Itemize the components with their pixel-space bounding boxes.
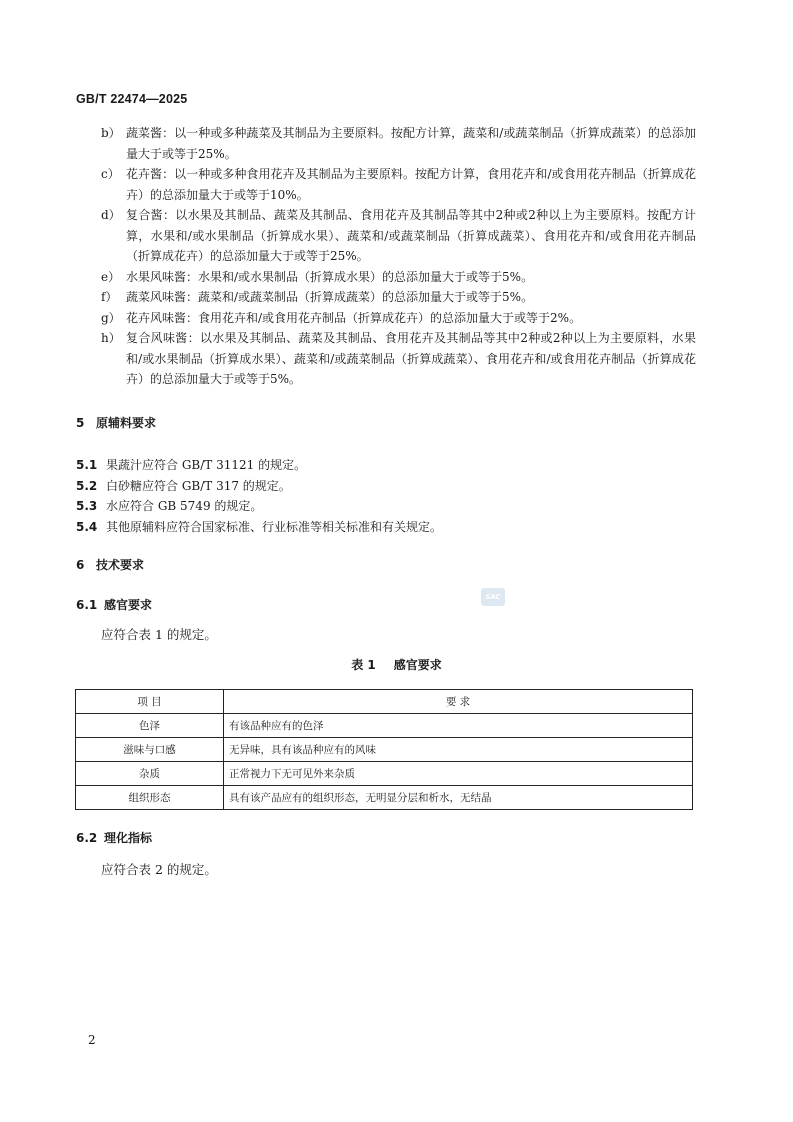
section-5-items — [76, 455, 442, 537]
table-header-cell: 项 目 — [76, 690, 224, 714]
clause-number: 5.4 — [76, 519, 98, 534]
list-text: 蔬菜风味酱：蔬菜和/或蔬菜制品（折算成蔬菜）的总添加量大于或等于5%。 — [126, 290, 534, 304]
section-5-heading — [76, 414, 156, 431]
section-number: 5 — [76, 416, 85, 430]
table-caption — [0, 656, 793, 673]
table-cell-item: 滋味与口感 — [76, 738, 224, 762]
clause-row — [76, 517, 442, 538]
clause-text: 白砂糖应符合 GB/T 317 的规定。 — [106, 478, 291, 493]
clause-row — [76, 496, 442, 517]
table-cell-item: 杂质 — [76, 762, 224, 786]
list-text: 蔬菜酱：以一种或多种蔬菜及其制品为主要原料。按配方计算，蔬菜和/或蔬菜制品（折算成蔬菜）的总添加量大于或等于25%。 — [126, 126, 696, 161]
clause-text: 果蔬汁应符合 GB/T 31121 的规定。 — [106, 458, 307, 472]
document-code: GB/T 22474—2025 — [76, 92, 188, 106]
list-marker: e） — [101, 269, 121, 284]
list-text: 花卉风味酱：食用花卉和/或食用花卉制品（折算成花卉）的总添加量大于或等于2%。 — [126, 310, 582, 325]
table-cell-item: 组织形态 — [76, 786, 224, 810]
category-list — [76, 123, 696, 390]
clause-number: 5.2 — [76, 478, 98, 493]
section-title: 感官要求 — [104, 598, 153, 612]
table-cell-requirement: 正常视力下无可见外来杂质 — [224, 762, 693, 786]
list-marker: b） — [101, 126, 121, 140]
list-text: 水果风味酱：水果和/或水果制品（折算成水果）的总添加量大于或等于5%。 — [126, 269, 534, 284]
table-caption-title: 感官要求 — [393, 658, 442, 672]
clause-text: 其他原辅料应符合国家标准、行业标准等相关标准和有关规定。 — [106, 519, 443, 534]
list-item — [76, 308, 696, 329]
section-6-2-heading — [76, 829, 152, 846]
table-header-row — [76, 690, 693, 714]
clause-row — [76, 476, 442, 497]
sensory-requirements-table — [75, 689, 693, 810]
list-marker: h） — [101, 331, 121, 345]
section-number: 6 — [76, 558, 85, 572]
list-item — [76, 287, 696, 308]
table-header-cell: 要 求 — [224, 690, 693, 714]
clause-row — [76, 455, 442, 476]
section-6-heading — [76, 556, 144, 573]
list-text: 复合酱：以水果及其制品、蔬菜及其制品、食用花卉及其制品等其中2种或2种以上为主要原料。按配方计算，水果和/或水果制品（折算成水果）、蔬菜和/或蔬菜制品（折算成蔬菜）、食用花卉和/或食用花卉制品（折算成花卉）的总添加量大于或等于25%。 — [126, 208, 696, 263]
list-item — [76, 205, 696, 267]
table-caption-number: 表 1 — [351, 658, 376, 672]
table-cell-item: 色泽 — [76, 714, 224, 738]
list-item — [76, 164, 696, 205]
sac-watermark-icon: SAC — [481, 588, 505, 606]
list-item — [76, 267, 696, 288]
clause-text: 水应符合 GB 5749 的规定。 — [106, 499, 263, 513]
page-number: 2 — [88, 1033, 96, 1047]
section-number: 6.2 — [76, 831, 98, 845]
list-marker: f） — [101, 290, 118, 304]
table-row — [76, 786, 693, 810]
table-row — [76, 762, 693, 786]
table-cell-requirement: 有该品种应有的色泽 — [224, 714, 693, 738]
table-row — [76, 714, 693, 738]
section-title: 理化指标 — [104, 831, 153, 845]
list-marker: d） — [101, 208, 121, 222]
table-cell-requirement: 具有该产品应有的组织形态，无明显分层和析水，无结晶 — [224, 786, 693, 810]
table-cell-requirement: 无异味，具有该品种应有的风味 — [224, 738, 693, 762]
section-6-1-text: 应符合表 1 的规定。 — [101, 627, 217, 642]
list-marker: c） — [101, 167, 120, 181]
list-item — [76, 328, 696, 390]
section-title: 技术要求 — [96, 558, 145, 572]
section-number: 6.1 — [76, 598, 98, 612]
list-text: 复合风味酱：以水果及其制品、蔬菜及其制品、食用花卉及其制品等其中2种或2种以上为主要原料，水果和/或水果制品（折算成水果）、蔬菜和/或蔬菜制品（折算成蔬菜）、食用花卉和/或食用花卉制品（折算成花卉）的总添加量大于或等于5%。 — [126, 331, 696, 386]
section-title: 原辅料要求 — [96, 416, 157, 430]
section-6-2-text: 应符合表 2 的规定。 — [101, 862, 217, 877]
section-6-1-heading — [76, 596, 152, 613]
clause-number: 5.3 — [76, 499, 98, 513]
list-marker: g） — [101, 310, 121, 325]
table-row — [76, 738, 693, 762]
clause-number: 5.1 — [76, 458, 98, 472]
list-item — [76, 123, 696, 164]
list-text: 花卉酱：以一种或多种食用花卉及其制品为主要原料。按配方计算，食用花卉和/或食用花卉制品（折算成花卉）的总添加量大于或等于10%。 — [126, 167, 696, 202]
